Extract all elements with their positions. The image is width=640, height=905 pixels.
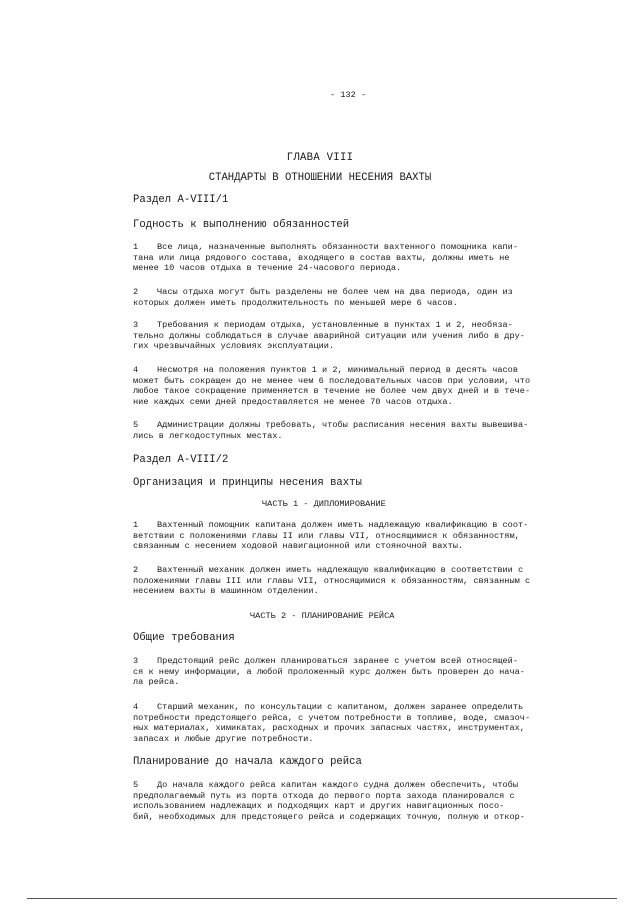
paragraph-number: 3 (133, 320, 139, 330)
section2-subheading: Организация и принципы несения вахты (133, 477, 362, 489)
paragraph-2 (133, 287, 566, 308)
paragraph-line: положениями главы III или главы VII, относящимися к обязанностям, связанным с (133, 575, 531, 586)
paragraph-line: бий, необходимых для предстоящего рейса и содержащих точную, полную и откор- (133, 811, 525, 822)
paragraph-line: Старший механик, по консультации с капитаном, должен заранее определить (157, 702, 524, 712)
paragraph-number: 3 (133, 656, 139, 666)
section2-heading: Раздел A-VIII/2 (133, 454, 229, 466)
paragraph-line: потребности предстоящего рейса, с учетом потребности в топливе, воде, смазоч- (133, 712, 531, 723)
page-number: - 132 - (330, 90, 367, 100)
paragraph-line: Все лица, назначенные выполнять обязанности вахтенного помощника капи- (157, 242, 518, 252)
paragraph-part2-5 (133, 780, 566, 822)
paragraph-line: Требования к периодам отдыха, установленные в пунктах 1 и 2, необяза- (157, 320, 513, 330)
paragraph-line: ветствии с положениями главы II или главы VII, относящимися к обязанностям, (133, 530, 520, 541)
paragraph-1 (133, 242, 566, 274)
paragraph-line: несением вахты в машинном отделении. (133, 586, 319, 597)
paragraph-number: 5 (133, 420, 139, 430)
paragraph-line: Вахтенный помощник капитана должен иметь надлежащую квалификацию в соот- (157, 520, 529, 530)
paragraph-line: любое такое сокращение применяется в течение не более чем двух дней и в тече- (133, 386, 531, 397)
paragraph-line: менее 10 часов отдыха в течение 24-часового периода. (133, 263, 402, 274)
paragraph-line: До начала каждого рейса капитан каждого судна должен обеспечить, чтобы (157, 780, 518, 790)
paragraph-number: 2 (133, 287, 139, 297)
paragraph-line: ных материалах, химикатах, расходных и прочих запасных частях, инструментах, (133, 723, 525, 734)
chapter-subtitle: СТАНДАРТЫ В ОТНОШЕНИИ НЕСЕНИЯ ВАХТЫ (208, 172, 432, 184)
paragraph-line: запасах и любые другие потребности. (133, 733, 314, 744)
section1-heading: Раздел A-VIII/1 (133, 194, 229, 206)
paragraph-line: Предстоящий рейс должен планироваться заранее с учетом всей относящей- (157, 656, 518, 666)
general-requirements-heading: Общие требования (133, 632, 235, 644)
paragraph-part1-2 (133, 565, 566, 597)
paragraph-line: предполагаемый путь из порта отхода до первого порта захода планировался с (133, 790, 515, 801)
paragraph-part1-1 (133, 520, 566, 552)
paragraph-line: ся к нему информации, а любой проложенный курс должен быть проверен до нача- (133, 666, 525, 677)
paragraph-line: лись в легкодоступных местах. (133, 430, 283, 441)
paragraph-number: 1 (133, 520, 139, 530)
paragraph-line: может быть сокращен до не менее чем 6 последовательных часов при условии, что (133, 375, 531, 386)
paragraph-line: тельно должны соблюдаться в случае аварийной ситуации или учения либо в дру- (133, 330, 525, 341)
paragraph-part2-4 (133, 702, 566, 744)
paragraph-number: 2 (133, 565, 139, 575)
paragraph-line: связанным с несением ходовой навигационной или стояночной вахты. (133, 541, 464, 552)
paragraph-line: Администрации должны требовать, чтобы расписания несения вахты вывешива- (157, 420, 529, 430)
paragraph-number: 1 (133, 242, 139, 252)
paragraph-line: Часы отдыха могут быть разделены не более чем на два периода, один из (157, 287, 513, 297)
paragraph-line: которых должен иметь продолжительность по меньшей мере 6 часов. (133, 297, 458, 308)
paragraph-line: ла рейса. (133, 677, 180, 688)
part1-title: ЧАСТЬ 1 - ДИПЛОМИРОВАНИЕ (262, 499, 386, 509)
paragraph-line: тана или лица рядового состава, входящего в состав вахты, должны иметь не (133, 252, 510, 263)
chapter-title: ГЛАВА VIII (286, 152, 354, 164)
paragraph-number: 4 (133, 365, 139, 375)
paragraph-5 (133, 420, 566, 441)
paragraph-line: Вахтенный механик должен иметь надлежащую квалификацию в соответствии с (157, 565, 524, 575)
bottom-scan-rule (27, 898, 617, 899)
paragraph-part2-3 (133, 656, 566, 688)
paragraph-number: 5 (133, 780, 139, 790)
part2-title: ЧАСТЬ 2 - ПЛАНИРОВАНИЕ РЕЙСА (250, 611, 395, 621)
paragraph-line: использованием надлежащих и подходящих карт и других навигационных посо- (133, 801, 505, 812)
paragraph-4 (133, 365, 566, 407)
paragraph-line: гих чрезвычайных условиях эксплуатации. (133, 341, 335, 352)
section1-subheading: Годность к выполнению обязанностей (133, 219, 350, 231)
paragraph-3 (133, 320, 566, 352)
paragraph-line: Несмотря на положения пунктов 1 и 2, минимальный период в десять часов (157, 365, 518, 375)
paragraph-number: 4 (133, 702, 139, 712)
paragraph-line: ние каждых семи дней предоставляется не менее 70 часов отдыха. (133, 396, 453, 407)
voyage-planning-heading: Планирование до начала каждого рейса (133, 756, 362, 768)
